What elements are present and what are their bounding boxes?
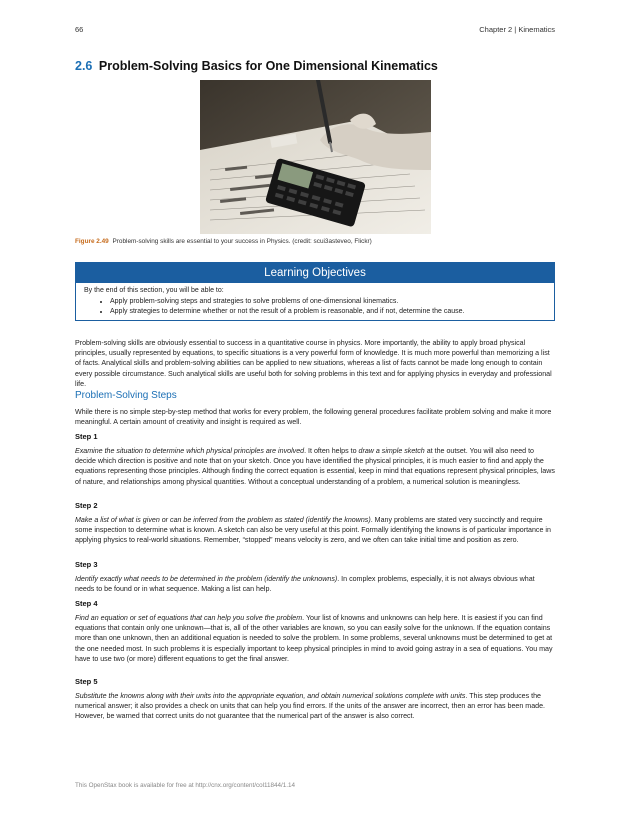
page-number: 66 [75,25,84,34]
step-label: Step 5 [75,677,98,686]
step-2-text-rest: . Many problems are stated very succinctly and require some inspection to determine what is known. A sketch can also be very useful at this point. Formally identifying the knowns is of particular importance in applying physics to real-world situations. Remember, “stopped” means velocity is zero, and we often can take initial time and position as zero. [75,516,551,545]
step-5-lead: Substitute the knowns along with their units into the appropriate equation, and obtain numerical solutions complete with units [75,692,466,700]
learning-objectives-list [110,297,554,316]
learning-objectives-box [75,262,555,321]
step-2-lead: Make a list of what is given or can be inferred from the problem as stated (identify the knowns) [75,516,371,524]
step-4-text-rest: . Your list of knowns and unknowns can help here. It is easiest if you can find equations that contain only one unknown—that is, all of the other variables are known, so you can easily solve for the unknown. If the equation contains more than one unknown, then an additional equation is needed to solve the problem. In some problems, several unknowns must be determined to get at the one needed most. In such problems it is especially important to keep physical principles in mind to avoid going astray in a sea of equations. You may have to use two (or more) different equations to get the final answer. [75,614,553,663]
step-4-text [75,613,555,664]
step-5-text-rest: . This step produces the numerical answer; it also provides a check on units that can help you find errors. If the units of the answer are incorrect, then an error has been made. However, be warned that correct units do not guarantee that the numerical part of the answer is also correct. [75,692,546,721]
step-4-lead: Find an equation or set of equations that can help you solve the problem [75,614,303,622]
step-3-text [75,574,555,594]
step-3-text-rest: . In complex problems, especially, it is not always obvious what needs to be found or in what sequence. Making a list can help. [75,575,535,594]
learning-objective-item: • Apply strategies to determine whether or not the result of a problem is reasonable, and if not, determine the cause. [110,307,554,316]
step-1-text-rest: at the outset. You will also need to decide which direction is positive and note that on your sketch. Once you have identified the physical principles, it is much easier to find and apply the equations representing those principles. Although finding the correct equation is essential, keep in mind that equations represent physical principles, laws of nature, and relationships among physical quantities. Without a conceptual understanding of a problem, a numerical solution is meaningless. [75,447,555,486]
chapter-reference: Chapter 2 | Kinematics [479,25,555,34]
step-1-lead: Examine the situation to determine which physical principles are involved [75,447,305,455]
step-label: Step 1 [75,432,98,441]
learning-objectives-heading: Learning Objectives [76,263,554,283]
figure-label: Figure 2.49 [75,238,109,245]
step-1-text [75,446,555,487]
section-number: 2.6 [75,59,93,73]
step-2-text [75,515,555,546]
figure-caption-text: Problem-solving skills are essential to your success in Physics. (credit: scui3asteveo, Flickr) [112,238,372,245]
step-1-text-part: . It often helps to [304,447,359,455]
photo-illustration [200,80,431,234]
step-label: Step 2 [75,501,98,510]
learning-objectives-intro: By the end of this section, you will be able to: [84,287,224,294]
step-label: Step 3 [75,560,98,569]
intro-paragraph: Problem-solving skills are obviously essential to success in a quantitative course in physics. More importantly, the ability to apply broad physical principles, usually represented by equations, to specific situations is a very powerful form of knowledge. It is much more powerful than memorizing a list of facts. Analytical skills and problem-solving abilities can be applied to new situations, whereas a list of facts cannot be made long enough to contain every possible circumstance. Such analytical skills are useful both for solving problems in this text and for applying physics in everyday and professional life. [75,339,552,388]
figure-caption [75,238,555,245]
step-5-text [75,691,555,722]
step-label: Step 4 [75,599,98,608]
subsection-title: Problem-Solving Steps [75,390,177,401]
figure-photo [200,80,431,234]
section-title [75,59,555,73]
footer-note: This OpenStax book is available for free at http://cnx.org/content/col11844/1.14 [75,782,296,789]
step-3-lead: Identify exactly what needs to be determined in the problem (identify the unknowns) [75,575,338,583]
subsection-intro: While there is no simple step-by-step method that works for every problem, the following general procedures facilitate problem solving and make it more meaningful. A certain amount of creativity and insight is required as well. [75,408,552,427]
step-1-emphasis: draw a simple sketch [358,447,425,455]
learning-objective-item: • Apply problem-solving steps and strategies to solve problems of one-dimensional kinematics. [110,297,554,306]
section-title-text: Problem-Solving Basics for One Dimensional Kinematics [98,59,438,73]
